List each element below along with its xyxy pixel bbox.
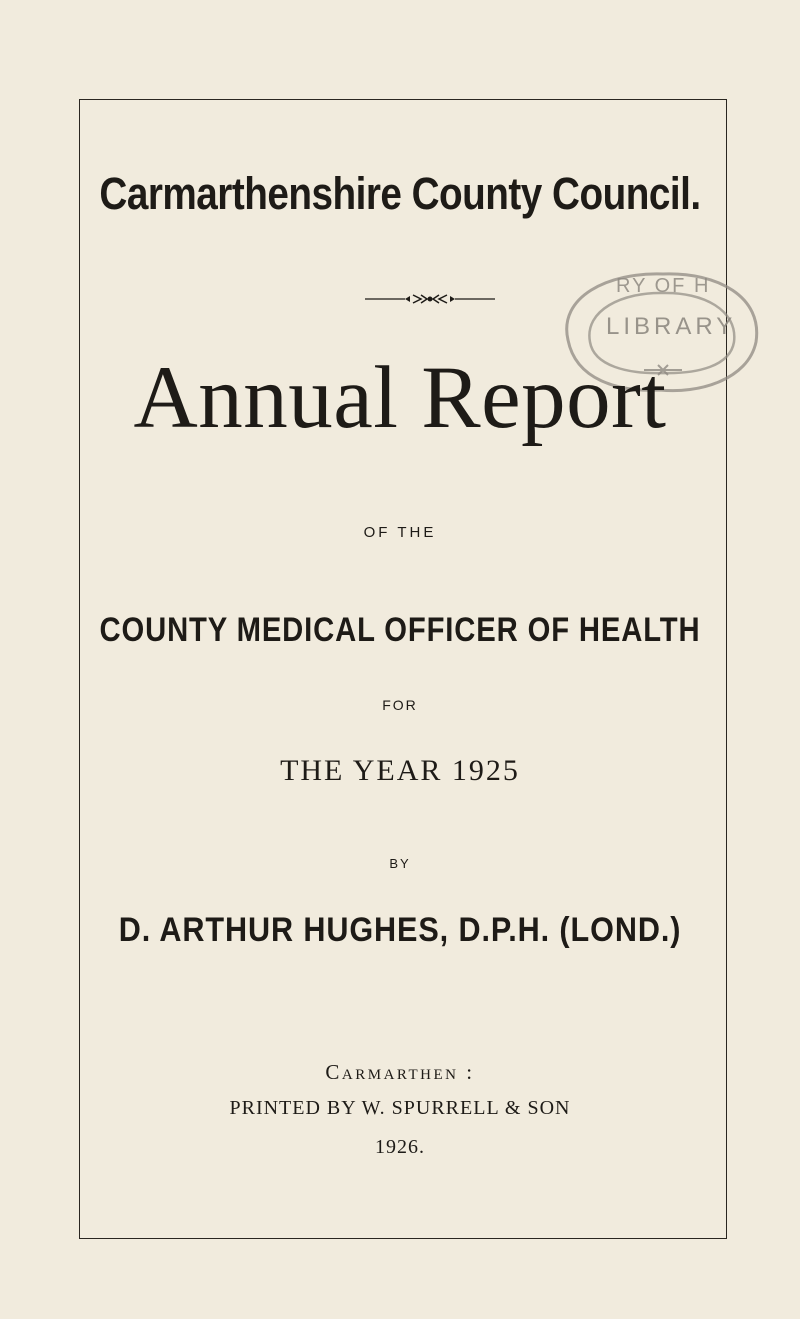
- author-name: D. ARTHUR HUGHES, D.P.H. (LOND.): [118, 911, 682, 949]
- publication-place: Carmarthen :: [325, 1060, 475, 1084]
- report-title: Annual Report: [133, 349, 667, 447]
- publication-date: 1926.: [375, 1136, 425, 1158]
- printer-line: PRINTED BY W. SPURRELL & SON: [229, 1097, 571, 1119]
- report-year: THE YEAR 1925: [280, 754, 520, 787]
- stamp-center-text: LIBRARY: [606, 313, 737, 340]
- of-the-label: OF THE: [363, 524, 437, 541]
- for-label: FOR: [382, 697, 418, 713]
- ornament-divider-icon: [365, 292, 495, 306]
- stamp-arc-text: RY OF H: [616, 275, 711, 297]
- officer-title: COUNTY MEDICAL OFFICER OF HEALTH: [99, 611, 701, 649]
- by-label: BY: [389, 856, 411, 871]
- council-title: Carmarthenshire County Council.: [99, 168, 701, 219]
